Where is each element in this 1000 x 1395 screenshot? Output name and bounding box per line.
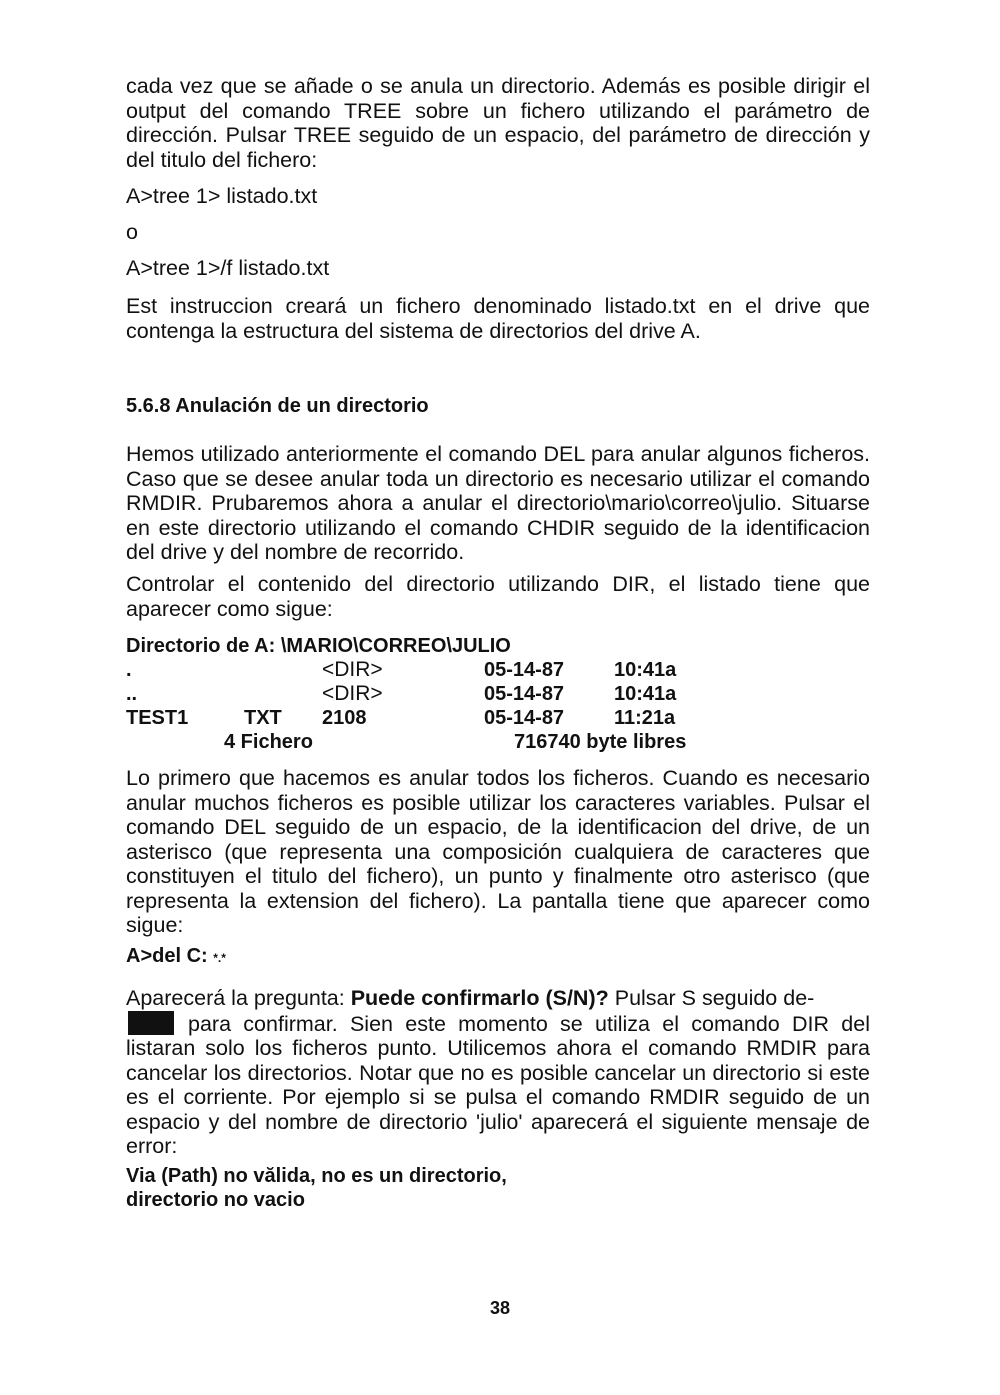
paragraph-instruction: Est instruccion creará un fichero denominado listado.txt en el drive que contenga la estructura del sistema de directorios del drive A. <box>126 294 870 343</box>
command-line-1: A>tree 1> listado.txt <box>126 184 318 208</box>
error-message: Via (Path) no vălida, no es un directorio, directorio no vacio <box>126 1165 507 1211</box>
page-number: 38 <box>489 1298 511 1318</box>
or-word: o <box>126 220 138 244</box>
paragraph-rmdir: Hemos utilizado anteriormente el comando DEL para anular algunos ficheros. Caso que se desee anular toda un directorio es necesario utilizar el comando RMDIR. Prubaremos ahora a anular el directorio\mario\correo\julio. Situarse en este directorio utilizando el comando CHDIR seguido de la identificacion del drive y del nombre de recorrido. <box>126 442 870 564</box>
command-line-2: A>tree 1>/f listado.txt <box>126 256 330 280</box>
confirm-prompt: Puede confirmarlo (S/N)? <box>350 986 609 1010</box>
paragraph-text: cada vez que se añade o se anula un directorio. Además es posible dirigir el output del comando TREE sobre un fichero utilizando el parámetro de dirección. Pulsar TREE seguido de un espacio, del parámetro de dirección y del titulo del fichero: <box>126 74 870 172</box>
paragraph-wildcards: Lo primero que hacemos es anular todos los ficheros. Cuando es necesario anular muchos ficheros es posible utilizar los caracteres variables. Pulsar el comando DEL seguido de un espacio, de la identificacion del drive, de un asterisco (que representa una composición cualquiera de caracteres que constituyen el titulo del fichero), un punto y finalmente otro asterisco (que representa la extension del fichero). La pantalla tiene que aparecer como sigue: <box>126 766 870 937</box>
paragraph-confirm: Aparecerá la pregunta: Puede confirmarlo (S/N)? Pulsar S seguido de- para confirmar. Sien este momento se utiliza el comando DIR del listaran solo los ficheros punto. Utilicemos ahora el comando RMDIR para cancelar los directorios. Notar que no es posible cancelar un directorio si este es el corriente. Por ejemplo si se pulsa el comando RMDIR seguido de un espacio y del nombre de directorio 'julio' aparecerá el siguiente mensaje de error: <box>126 986 870 1158</box>
command-line-3: A>del C: *.* <box>126 945 226 967</box>
paragraph-dir: Controlar el contenido del directorio utilizando DIR, el listado tiene que aparecer como sigue: <box>126 572 870 621</box>
listing-row: . <DIR> 05-14-87 10:41a <box>126 658 677 681</box>
paragraph-intro <box>126 74 870 172</box>
listing-row: .. <DIR> 05-14-87 10:41a <box>126 682 677 705</box>
section-heading: 5.6.8 Anulación de un directorio <box>126 395 429 417</box>
listing-summary: 4 Fichero 716740 byte libres <box>224 731 687 753</box>
listing-row: TEST1 TXT 2108 05-14-87 11:21a <box>126 707 676 729</box>
listing-title: Directorio de A: \MARIO\CORREO\JULIO <box>126 635 511 657</box>
enter-key-icon <box>128 1011 174 1035</box>
